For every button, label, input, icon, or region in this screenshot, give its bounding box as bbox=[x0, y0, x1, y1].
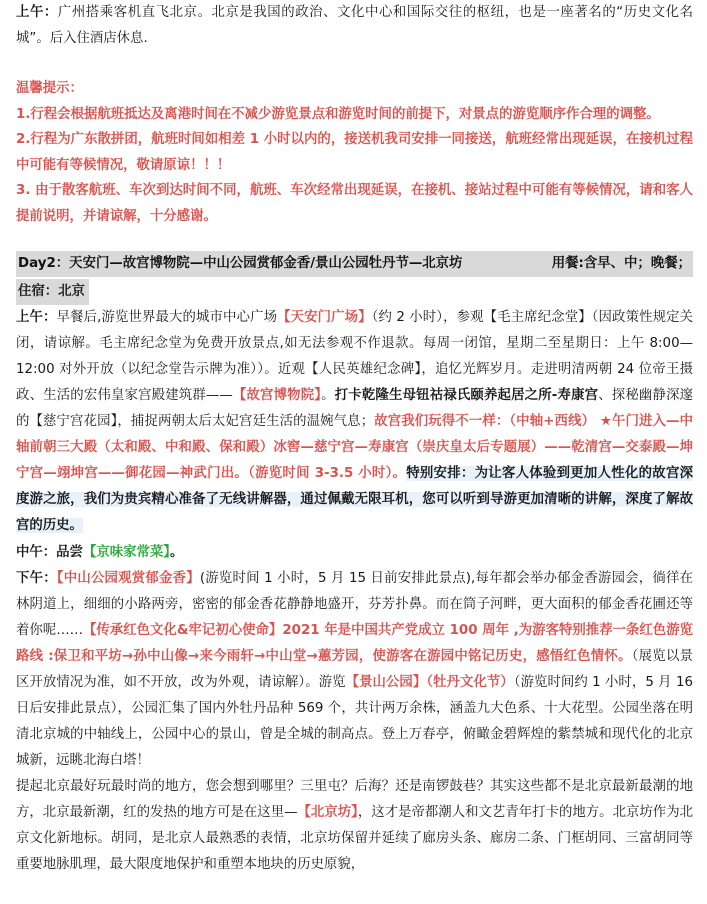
afternoon-text-2: (游览时间 1 小时，5 月 15 日前安排此景点),每年都会举办郁金香游园会，徜徉在林阴道上，细细的小路两旁，密密的郁金香花静静地盛开，芬芳扑鼻。而在筒子河畔，更大面积的郁金香花圃还等着你呢…… bbox=[16, 571, 693, 638]
day2-title: Day2：天安门—故宫博物院—中山公园赏郁金香/景山公园牡丹节—北京坊 bbox=[18, 256, 463, 271]
closing-text-3: ，这才是帝都潮人和文艺青年打卡的地方。北京坊作为北京文化新地标。胡同，是北京人最熟悉的表情，北京坊保留并延续了廊房头条、廊房二条、门框胡同、三富胡同等重要地脉肌理，最大限度地保护和重塑本地块的历史原貌， bbox=[16, 805, 694, 872]
morning-text-5: 。 bbox=[321, 388, 335, 403]
day2-afternoon-paragraph bbox=[16, 566, 693, 774]
afternoon-text-4: （展览以景区开放情况为准，如不开放，改为外观，请谅解）。游览 bbox=[16, 649, 693, 690]
beijing-fang-highlight: 【北京坊】 bbox=[297, 805, 358, 820]
day2-meals: 用餐:含早、中；晚餐； bbox=[551, 256, 691, 271]
tips-item-3: 3. 由于散客航班、车次到达时间不同，航班、车次经常出现延误，在接机、接站过程中可能有等候情况，请和客人提前说明，并请谅解，十分感谢。 bbox=[16, 183, 693, 224]
day1-morning-paragraph bbox=[16, 0, 693, 52]
palace-route-highlight: 故宫我们玩得不一样：（中轴+西线） ★午门进入—中轴前朝三大殿（太和殿、中和殿、保和殿）冰窖—慈宁宫—寿康宫（崇庆皇太后专题展）——乾清宫—交泰殿—坤宁宫—翊坤宫——御花园—神武门出。（游览时间 3-3.5 小时）。 bbox=[16, 414, 693, 481]
day1-morning-label: 上午： bbox=[16, 5, 58, 20]
noon-dish-highlight: 【京味家常菜】 bbox=[82, 545, 170, 560]
morning-text-1: 早餐后,游览世界最大的城市中心广场 bbox=[56, 310, 278, 325]
day2-morning-paragraph bbox=[16, 305, 693, 539]
jingshan-park-highlight: 【景山公园】（牡丹文化节） bbox=[345, 675, 514, 690]
tiananmen-square-highlight: 【天安门广场】 bbox=[277, 310, 372, 325]
zhongshan-park-highlight: 【中山公园观赏郁金香】 bbox=[56, 571, 200, 586]
tips-item-2: 2.行程为广东散拼团，航班时间如相差 1 小时以内的，接送机我司安排一同接送，航班经常出现延误，在接机过程中可能有等候情况，敬请原谅！！！ bbox=[16, 132, 693, 173]
afternoon-text-6: （游览时间约 1 小时，5 月 16 日后安排此景点），公园汇集了国内外牡丹品种 569 个，共计两万余株，涵盖九大色系、十大花型。公园坐落在明清北京城的中轴线上，公园中心的景山，曾是全城的制高点。登上万春亭，俯瞰金碧辉煌的紫禁城和现代化的北京城新，远眺北海白塔！ bbox=[16, 675, 693, 768]
closing-text-1: 提起北京最好玩最时尚的地方，您会想到哪里？三里屯？后海？还是南锣鼓巷？其实这些都不是北京最新最潮的地方，北京最新潮，红的发热的地方可是在这里— bbox=[16, 779, 693, 820]
tips-section bbox=[16, 76, 693, 229]
red-culture-highlight: 【传承红色文化&牢记初心使命】2021 年是中国共产党成立 100 周年 ,为游客特别推荐一条红色游览路线 :保卫和平坊→孙中山像→来今雨轩→中山堂→蕙芳园，使游客在游园中铭记历史，感悟红色情怀。 bbox=[16, 623, 693, 664]
morning-text-7: 、探秘幽静深邃的【慈宁宫花园】，捕捉两朝太后太妃宫廷生活的温婉气息； bbox=[16, 388, 694, 429]
day2-afternoon-label: 下午： bbox=[16, 571, 57, 586]
morning-text-3: （约 2 小时），参观【毛主席纪念堂】（因政策性规定关闭，请谅解。毛主席纪念堂为免费开放景点,如无法参观不作退款。每周一闭馆，星期二至星期日：上午 8:00—12:00 对外开放（以纪念堂告示牌为准））。近观【人民英雄纪念碑】，追忆光辉岁月。走进明清两朝 24 位帝王摄政、生活的宏伟皇家宫殿建筑群—— bbox=[16, 310, 694, 403]
palace-museum-highlight: 【故宫博物院】 bbox=[232, 388, 322, 403]
special-arrangement-note: 特别安排：为让客人体验到更加人性化的故宫深度游之旅，我们为贵宾精心准备了无线讲解器，通过佩戴无限耳机，您可以听到导游更加清晰的讲解，深度了解故宫的历史。 bbox=[16, 466, 693, 533]
day2-noon-label: 中午：品尝 bbox=[16, 545, 83, 560]
day2-header bbox=[16, 251, 693, 277]
tips-item-1: 1.行程会根据航班抵达及离港时间在不减少游览景点和游览时间的前提下，对景点的游览顺序作合理的调整。 bbox=[16, 106, 660, 122]
beijing-fun-paragraph bbox=[16, 774, 693, 878]
day2-lodging: 住宿：北京 bbox=[16, 279, 89, 305]
day2-noon-paragraph bbox=[16, 540, 693, 566]
day2-morning-label: 上午： bbox=[16, 310, 57, 325]
noon-end: 。 bbox=[170, 545, 184, 560]
tips-title: 温馨提示： bbox=[16, 81, 83, 96]
shoukang-palace-highlight: 打卡乾隆生母钮祜禄氏颐养起居之所-寿康宫 bbox=[334, 388, 599, 403]
day1-morning-text: 广州搭乘客机直飞北京。北京是我国的政治、文化中心和国际交往的枢纽，也是一座著名的“历史文化名城”。后入住酒店休息. bbox=[16, 5, 694, 46]
